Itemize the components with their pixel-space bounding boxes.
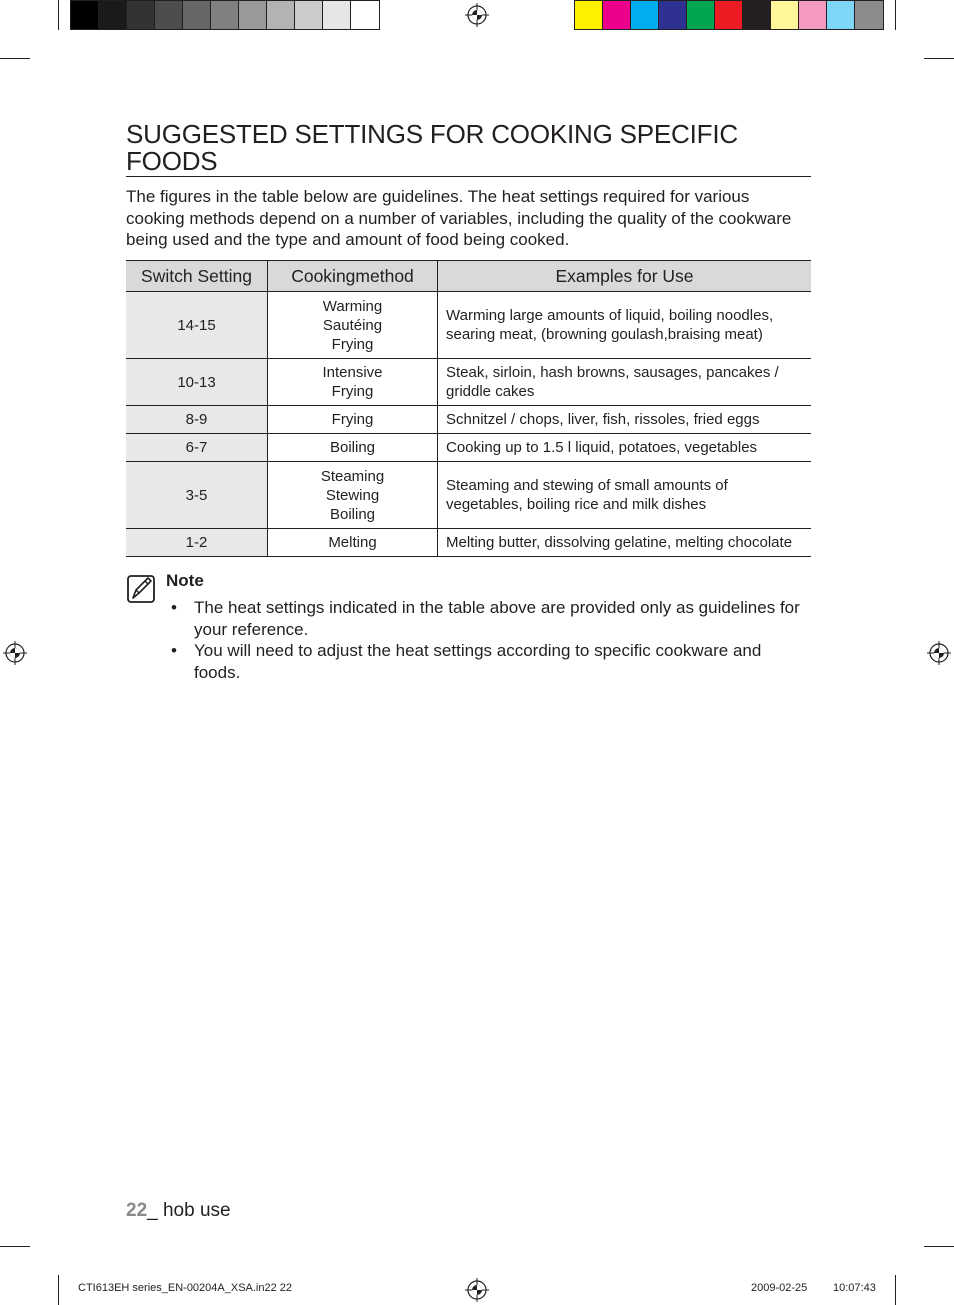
crop-mark — [58, 0, 59, 30]
switch-setting-cell: 1-2 — [126, 529, 268, 557]
column-header-switch-setting: Switch Setting — [126, 261, 268, 292]
color-swatch — [855, 1, 883, 29]
color-swatch — [631, 1, 659, 29]
examples-cell: Warming large amounts of liquid, boiling noodles, searing meat, (browning goulash,braising meat) — [438, 292, 812, 359]
cooking-method: Warming — [322, 297, 383, 315]
registration-target-icon — [3, 641, 27, 665]
color-swatch — [799, 1, 827, 29]
examples-cell: Schnitzel / chops, liver, fish, rissoles, fried eggs — [438, 406, 812, 434]
registration-target-icon — [465, 1278, 489, 1302]
switch-setting-cell: 14-15 — [126, 292, 268, 359]
table-header-row — [126, 261, 811, 292]
cooking-method: Steaming — [320, 467, 385, 485]
color-swatch — [575, 1, 603, 29]
grayscale-swatch-bar — [70, 0, 380, 30]
cooking-settings-table — [126, 260, 811, 557]
crop-mark — [0, 1246, 30, 1247]
crop-mark — [58, 1275, 59, 1305]
intro-paragraph: The figures in the table below are guidelines. The heat settings required for various cooking methods depend on a number of variables, including the quality of the cookware being used and the type and amount of food being cooked. — [126, 187, 792, 250]
table-row — [126, 359, 811, 406]
note-pencil-icon — [127, 574, 155, 604]
page-title: SUGGESTED SETTINGS FOR COOKING SPECIFIC FOODS — [126, 119, 738, 176]
color-swatch — [603, 1, 631, 29]
cooking-method-cell — [268, 406, 438, 434]
color-swatch — [267, 1, 295, 29]
color-swatch — [715, 1, 743, 29]
cooking-method: Frying — [331, 411, 374, 428]
color-swatch — [351, 1, 379, 29]
color-swatch — [687, 1, 715, 29]
cooking-method-cell — [268, 292, 438, 359]
table-row — [126, 529, 811, 557]
crop-mark — [895, 0, 896, 30]
examples-cell: Steak, sirloin, hash browns, sausages, pancakes / griddle cakes — [438, 359, 812, 406]
color-swatch — [295, 1, 323, 29]
switch-setting-cell: 6-7 — [126, 434, 268, 462]
note-text: You will need to adjust the heat settings according to specific cookware and foods. — [194, 641, 762, 683]
slug-time: 10:07:43 — [833, 1282, 876, 1294]
cooking-method-cell — [268, 529, 438, 557]
examples-cell: Steaming and stewing of small amounts of vegetables, boiling rice and milk dishes — [438, 462, 812, 529]
color-swatch — [155, 1, 183, 29]
color-swatch — [771, 1, 799, 29]
registration-target-icon — [465, 3, 489, 27]
table-row — [126, 406, 811, 434]
switch-setting-cell: 10-13 — [126, 359, 268, 406]
crop-mark — [0, 58, 30, 59]
column-header-examples: Examples for Use — [438, 261, 812, 292]
list-item: • You will need to adjust the heat settings according to specific cookware and foods. — [171, 641, 762, 683]
table-row — [126, 292, 811, 359]
cooking-method: Frying — [331, 335, 374, 353]
color-swatch — [743, 1, 771, 29]
color-swatch — [71, 1, 99, 29]
color-swatch — [127, 1, 155, 29]
note-text: The heat settings indicated in the table above are provided only as guidelines for your reference. — [194, 598, 800, 639]
cooking-method-cell — [268, 462, 438, 529]
page-number: 22 — [126, 1200, 148, 1221]
page-footer — [126, 1200, 231, 1222]
cooking-method: Boiling — [329, 505, 376, 523]
note-list — [166, 597, 806, 684]
crop-mark — [924, 1246, 954, 1247]
section-name: _ hob use — [147, 1200, 231, 1221]
color-swatch-bar — [574, 0, 884, 30]
crop-mark — [924, 58, 954, 59]
cooking-method: Frying — [331, 383, 374, 400]
table-row — [126, 434, 811, 462]
color-swatch — [183, 1, 211, 29]
cooking-method: Boiling — [329, 439, 376, 456]
cooking-method-cell — [268, 434, 438, 462]
color-swatch — [99, 1, 127, 29]
examples-cell: Cooking up to 1.5 l liquid, potatoes, vegetables — [438, 434, 812, 462]
examples-cell: Melting butter, dissolving gelatine, melting chocolate — [438, 529, 812, 557]
note-title: Note — [166, 571, 204, 590]
slug-file-name: CTI613EH series_EN-00204A_XSA.in22 22 — [78, 1282, 293, 1294]
slug-date: 2009-02-25 — [751, 1282, 808, 1294]
cooking-method: Intensive — [322, 364, 383, 381]
table-row — [126, 462, 811, 529]
color-swatch — [323, 1, 351, 29]
crop-mark — [895, 1275, 896, 1305]
color-swatch — [827, 1, 855, 29]
color-swatch — [659, 1, 687, 29]
registration-target-icon — [927, 641, 951, 665]
color-swatch — [239, 1, 267, 29]
cooking-method: Stewing — [325, 486, 380, 504]
cooking-method: Sautéing — [322, 316, 383, 334]
switch-setting-cell: 8-9 — [126, 406, 268, 434]
list-item: • The heat settings indicated in the table above are provided only as guidelines for your reference. — [171, 598, 800, 639]
cooking-method: Melting — [328, 534, 377, 551]
column-header-cooking-method: Cookingmethod — [268, 261, 438, 292]
title-divider — [126, 176, 811, 177]
color-swatch — [211, 1, 239, 29]
cooking-method-cell — [268, 359, 438, 406]
switch-setting-cell: 3-5 — [126, 462, 268, 529]
